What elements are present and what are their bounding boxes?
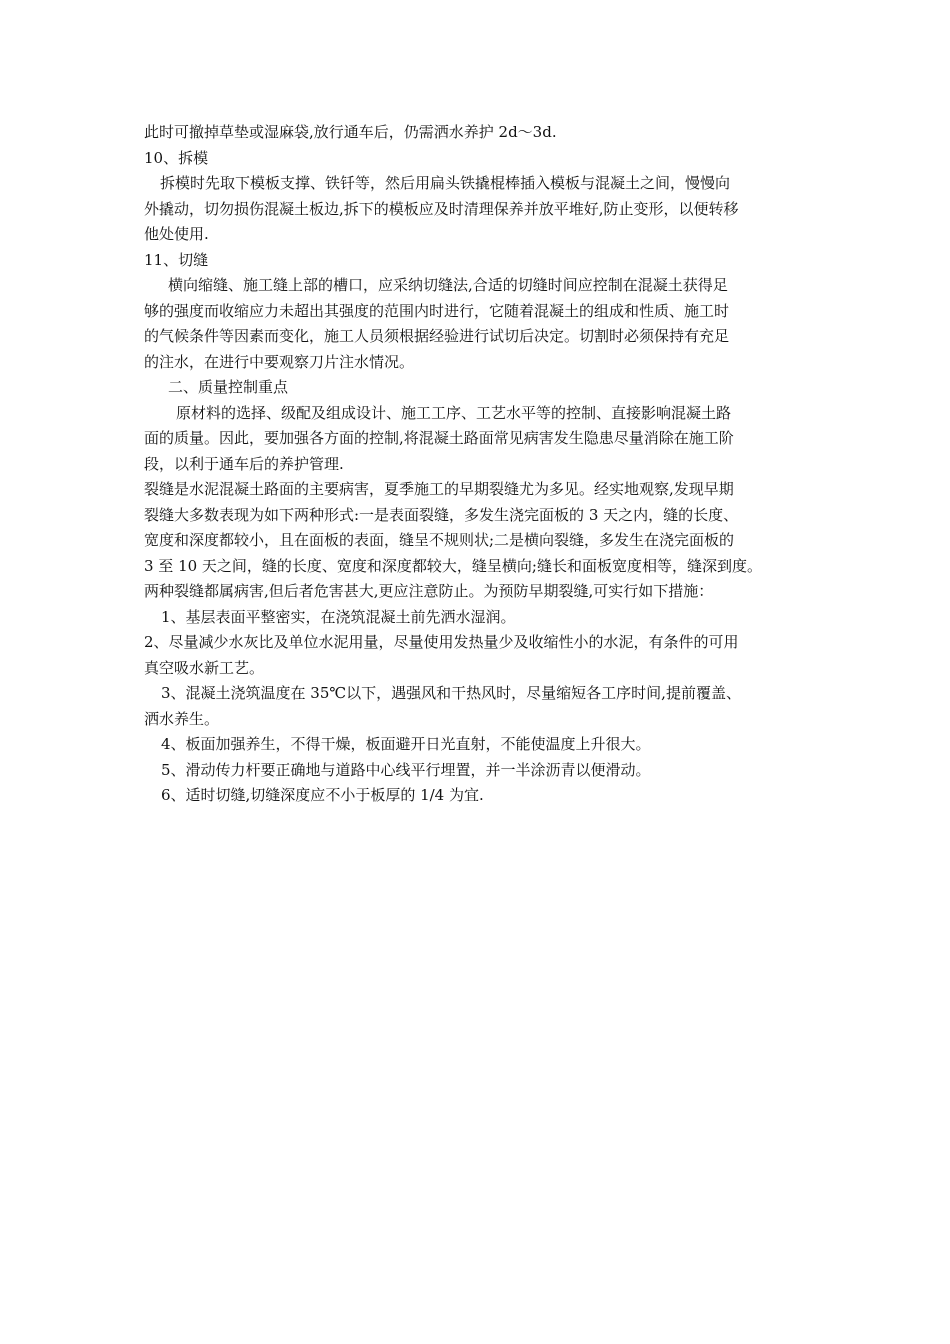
section-heading: 10、拆模 [144,148,209,167]
list-item: 3、混凝土浇筑温度在 35℃以下，遇强风和干热风时，尽量缩短各工序时间,提前覆盖、 [161,684,741,702]
text-line: 此时可撤掉草垫或湿麻袋,放行通车后，仍需洒水养护 2d～3d. [144,123,557,141]
text-line: 段，以利于通车后的养护管理. [144,454,344,473]
section-heading: 11、切缝 [144,250,209,269]
text-line: 横向缩缝、施工缝上部的槽口，应采纳切缝法,合适的切缝时间应控制在混凝土获得足 [168,276,728,294]
text-line: 的气候条件等因素而变化，施工人员须根据经验进行试切后决定。切割时必须保持有充足 [144,327,730,345]
list-item: 2、尽量减少水灰比及单位水泥用量，尽量使用发热量少及收缩性小的水泥，有条件的可用 [144,633,739,651]
section-heading: 二、质量控制重点 [168,378,289,396]
list-item: 5、滑动传力杆要正确地与道路中心线平行埋置，并一半涂沥青以便滑动。 [161,760,651,779]
list-item: 4、板面加强养生，不得干燥，板面避开日光直射，不能使温度上升很大。 [161,735,651,753]
text-line: 洒水养生。 [144,709,220,728]
text-line: 他处使用. [144,225,209,243]
text-line: 拆模时先取下模板支撑、铁钎等，然后用扁头铁撬棍棒插入模板与混凝土之间，慢慢向 [160,174,731,192]
text-line: 的注水，在进行中要观察刀片注水情况。 [144,352,415,371]
text-line: 外撬动，切勿损伤混凝土板边,拆下的模板应及时清理保养并放平堆好,防止变形，以便转移 [144,199,739,218]
text-line: 宽度和深度都较小，且在面板的表面，缝呈不规则状;二是横向裂缝，多发生在浇完面板的 [144,531,735,549]
list-item: 6、适时切缝,切缝深度应不小于板厚的 1/4 为宜. [161,786,484,804]
text-line: 3 至 10 天之间，缝的长度、宽度和深度都较大，缝呈横向;缝长和面板宽度相等，缝深到度。 [144,556,762,575]
text-line: 面的质量。因此，要加强各方面的控制,将混凝土路面常见病害发生隐患尽量消除在施工阶 [144,429,734,447]
document-page [144,120,820,809]
text-line: 原材料的选择、级配及组成设计、施工工序、工艺水平等的控制、直接影响混凝土路 [176,403,732,422]
text-line: 真空吸水新工艺。 [144,658,265,677]
list-item: 1、基层表面平整密实，在浇筑混凝土前先洒水湿润。 [161,607,516,626]
text-line: 够的强度而收缩应力未超出其强度的范围内时进行，它随着混凝土的组成和性质、施工时 [144,301,730,320]
text-line: 裂缝大多数表现为如下两种形式:一是表面裂缝，多发生浇完面板的 3 天之内，缝的长度、 [144,505,739,524]
text-line: 裂缝是水泥混凝土路面的主要病害，夏季施工的早期裂缝尤为多见。经实地观察,发现早期 [144,480,734,498]
text-line: 两种裂缝都属病害,但后者危害甚大,更应注意防止。为预防早期裂缝,可实行如下措施： [144,582,714,600]
